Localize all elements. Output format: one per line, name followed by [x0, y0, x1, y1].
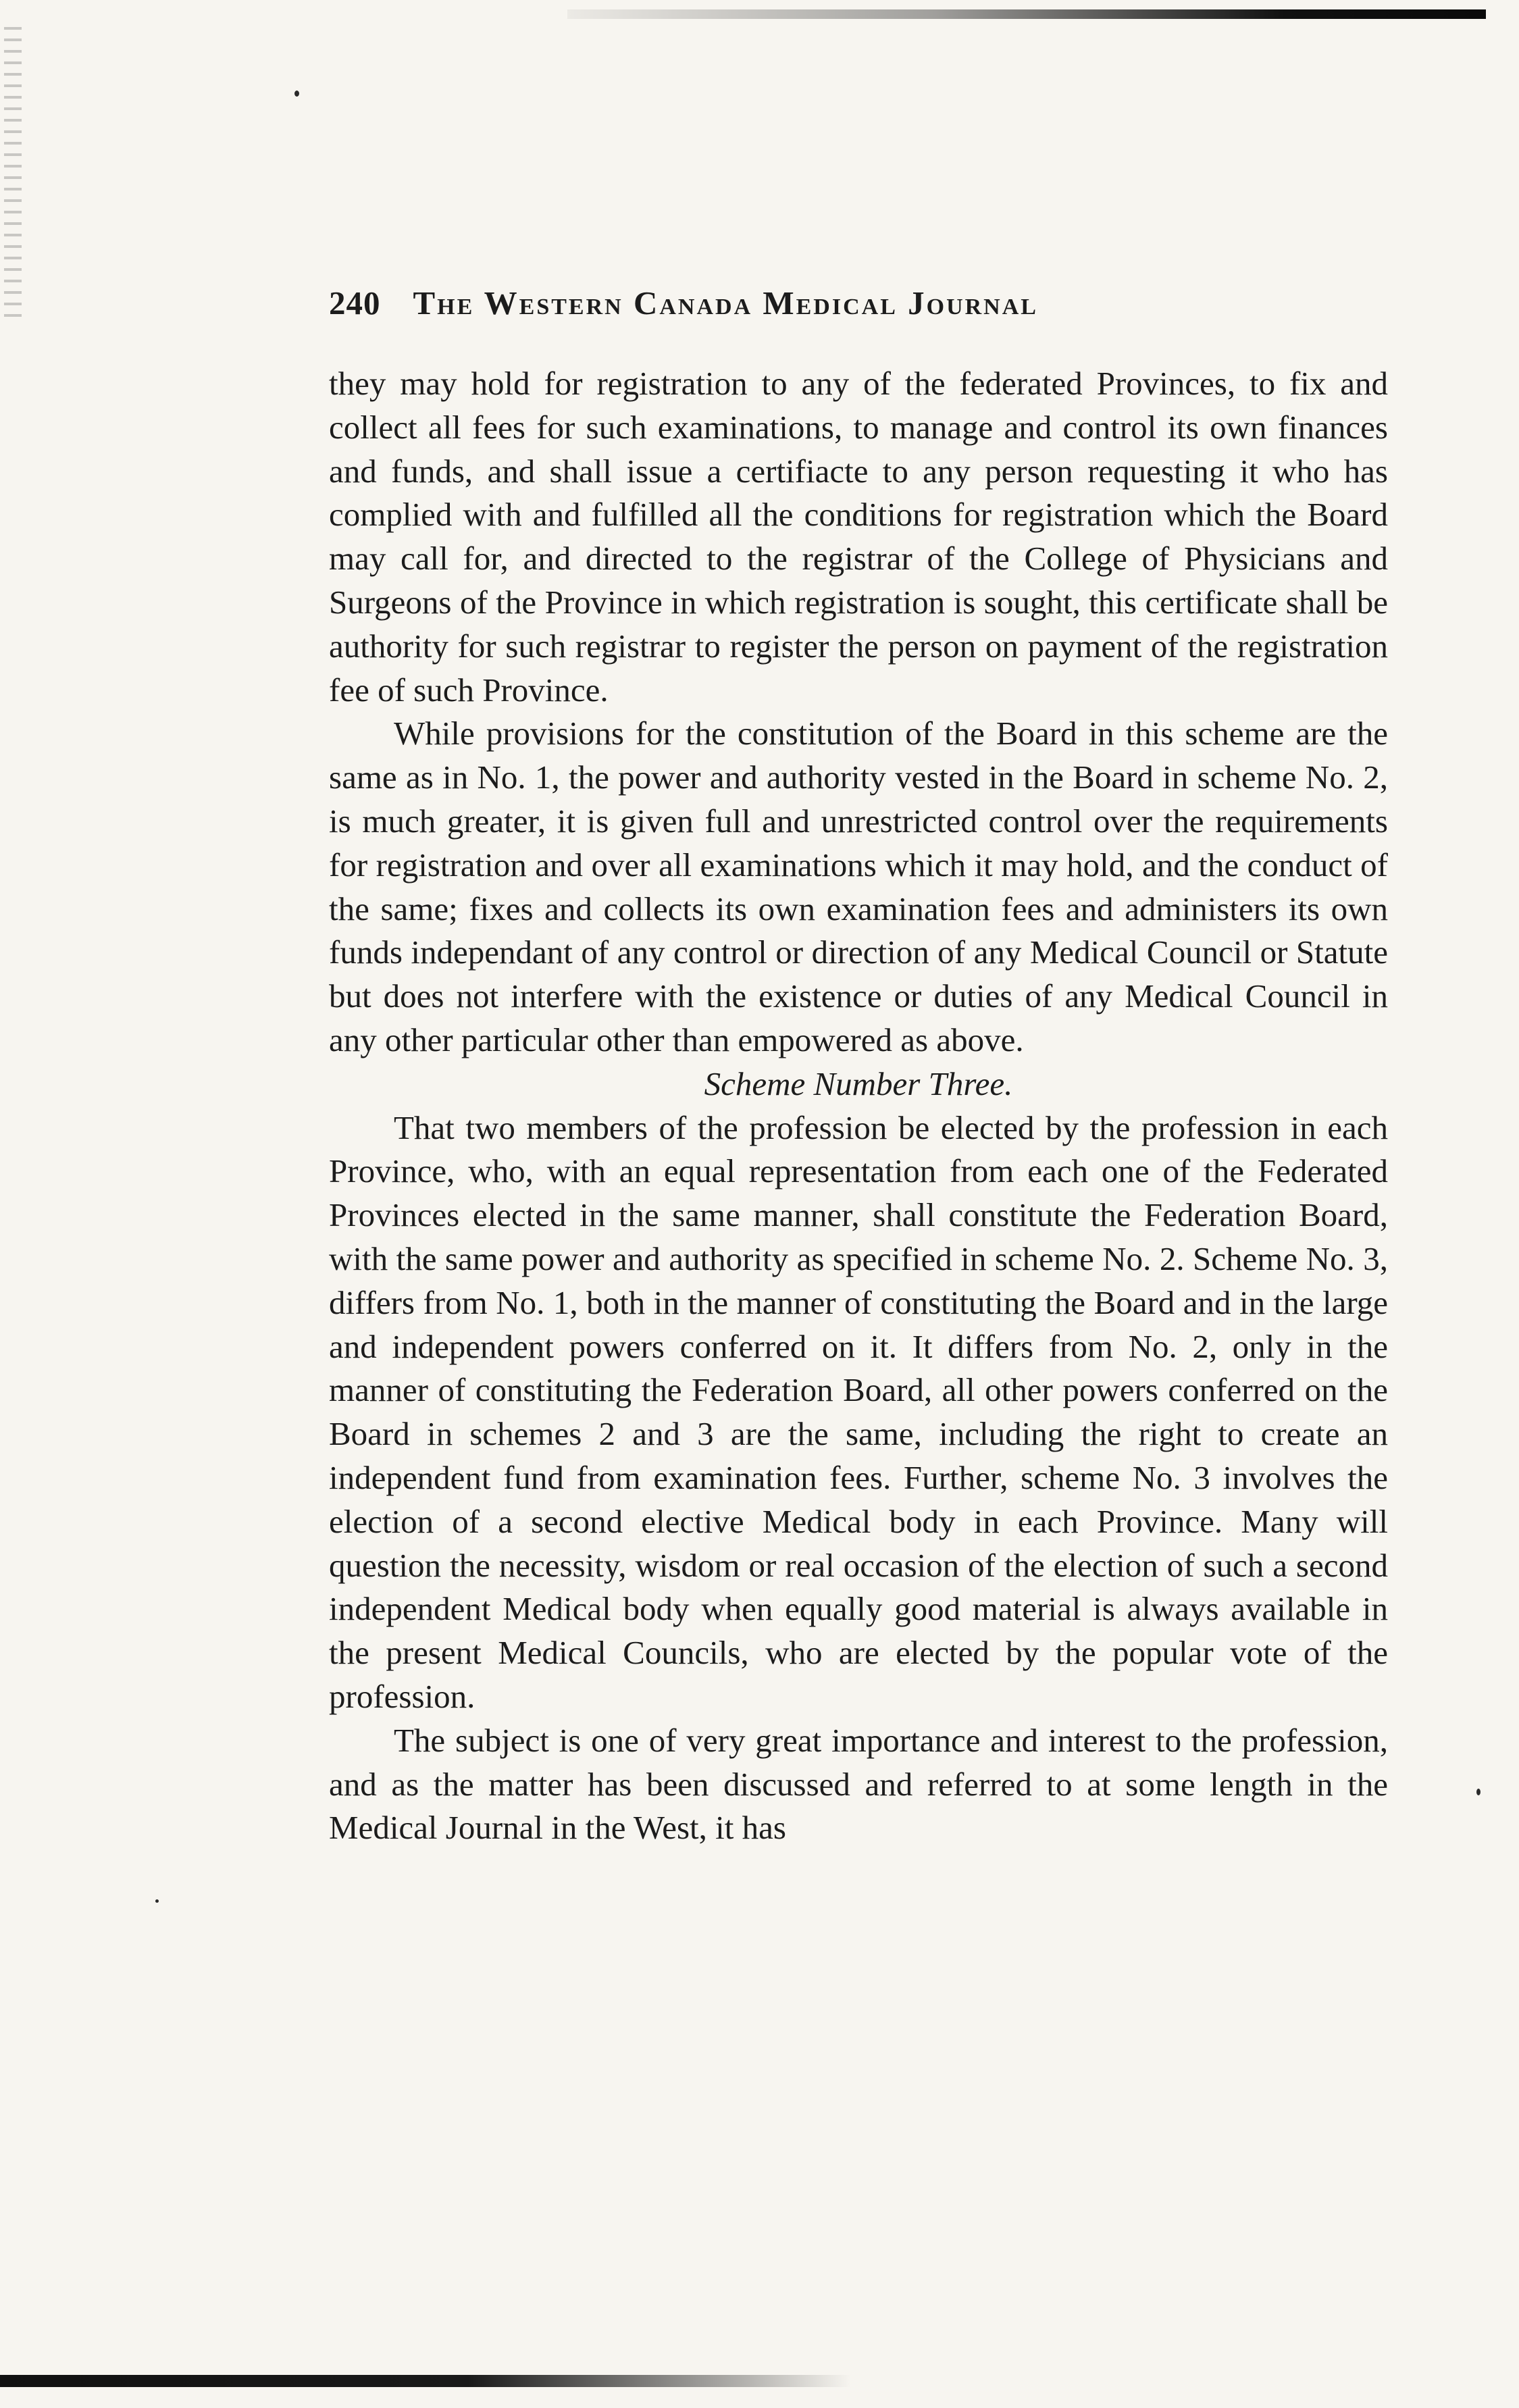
- running-header: [329, 284, 1288, 322]
- top-scan-rule: [567, 9, 1486, 19]
- paragraph: The subject is one of very great importance and interest to the profession, and as the matter has been discussed and referred to at some length in the Medical Journal in the West, it has: [329, 1721, 1388, 1847]
- page-number: 240: [329, 284, 381, 322]
- section-heading: Scheme Number Three.: [704, 1065, 1013, 1102]
- paragraph-continued: they may hold for registration to any of the federated Provinces, to fix and collect all fees for such examinations, to manage and control its own finances and funds, and shall issue a certifiacte to any person requesting it who has complied with and fulfilled all the conditions for registration which the Board may call for, and directed to the registrar of the College of Physicians and Surgeons of the Province in which registration is sought, this certificate shall be authority for such registrar to register the person on payment of the registration fee of such Province.: [329, 365, 1388, 709]
- paragraph: That two members of the profession be elected by the profession in each Province, who, with an equal representation from each one of the Federated Provinces elected in the same manner, shall constitute the Federation Board, with the same power and authority as specified in scheme No. 2. Scheme No. 3, differs from No. 1, both in the manner of constituting the Board and in the large and independent powers conferred on it. It differs from No. 2, only in the manner of constituting the Federation Board, all other powers conferred on the Board in schemes 2 and 3 are the same, including the right to create an independent fund from examination fees. Further, scheme No. 3 involves the election of a second elective Medical body in each Province. Many will question the necessity, wisdom or real occasion of the election of such a second independent Medical body when equally good material is always available in the present Medical Councils, who are elected by the popular vote of the profession.: [329, 1108, 1388, 1715]
- scan-speck: [155, 1899, 159, 1903]
- journal-title: The Western Canada Medical Journal: [413, 284, 1038, 322]
- paragraph: While provisions for the constitution of the Board in this scheme are the same as in No. 1, the power and authority vested in the Board in scheme No. 2, is much greater, it is given full and unrestricted control over the requirements for registration and over all examinations which it may hold, and the conduct of the same; fixes and collects its own examination fees and administers its own funds independant of any control or direction of any Medical Council or Statute but does not interfere with the existence or duties of any Medical Council in any other particular other than empowered as above.: [329, 715, 1388, 1058]
- bottom-scan-rule: [0, 2375, 851, 2387]
- body-text: [329, 362, 1388, 1850]
- scan-speck: [1476, 1789, 1481, 1795]
- scan-speck: [294, 91, 299, 97]
- margin-scan-noise: [4, 27, 22, 317]
